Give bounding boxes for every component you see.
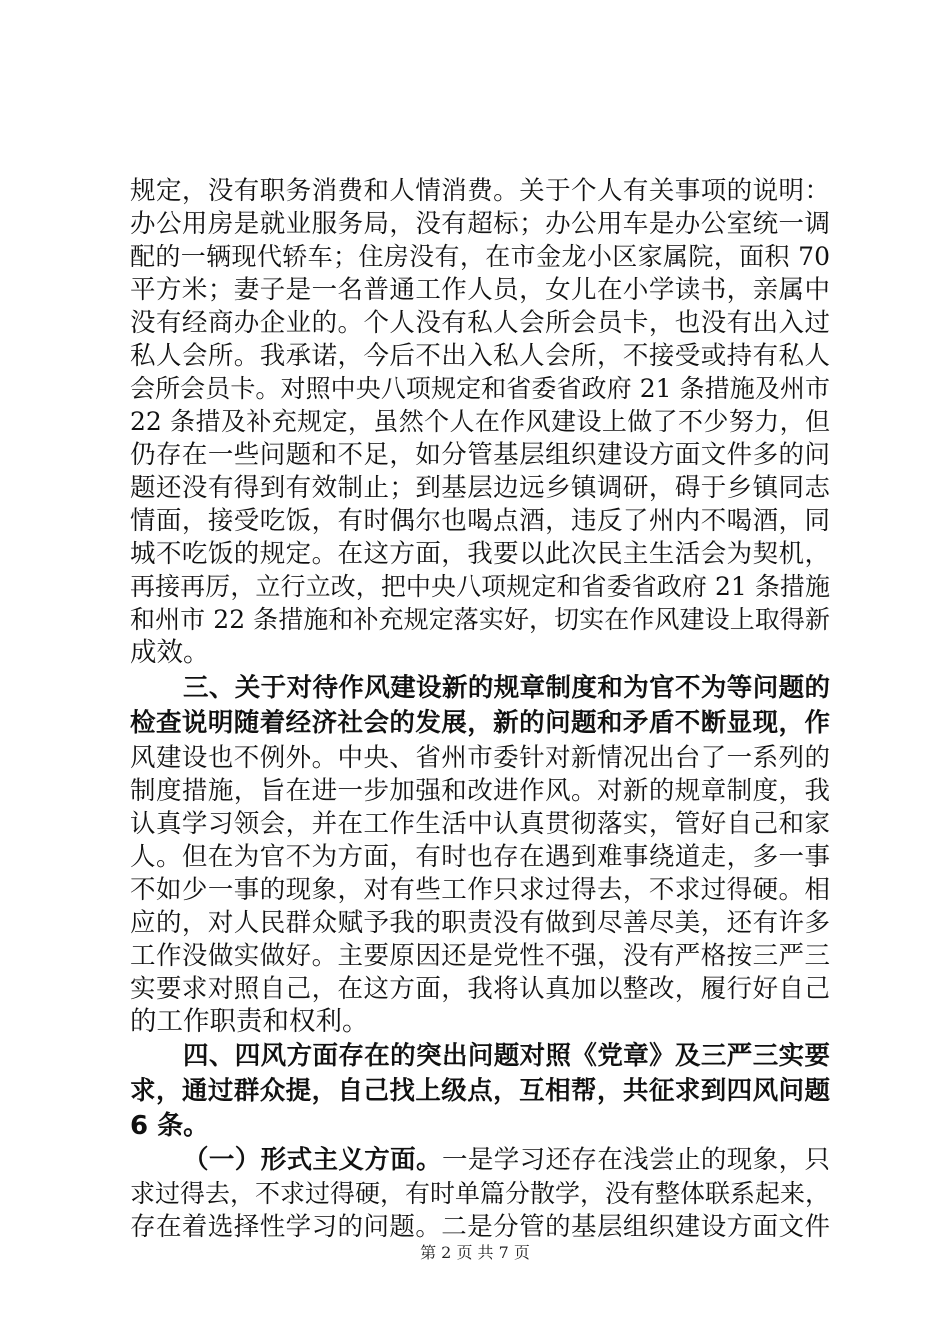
paragraph-line: 城不吃饭的规定。在这方面，我要以此次民主生活会为契机， <box>130 539 830 569</box>
section-heading-line: 四、四风方面存在的突出问题对照《党章》及三严三实要 <box>183 1041 830 1071</box>
paragraph-line: 没有经商办企业的。个人没有私人会所会员卡，也没有出入过 <box>130 308 830 338</box>
section-heading-line: 三、关于对待作风建设新的规章制度和为官不为等问题的 <box>183 673 830 703</box>
paragraph-line: 配的一辆现代轿车；住房没有，在市金龙小区家属院，面积 70 <box>130 242 830 271</box>
paragraph-line: 规定，没有职务消费和人情消费。关于个人有关事项的说明： <box>130 176 830 206</box>
paragraph-line: 制度措施，旨在进一步加强和改进作风。对新的规章制度，我 <box>130 776 830 806</box>
paragraph-line: 存在着选择性学习的问题。二是分管的基层组织建设方面文件 <box>130 1212 830 1242</box>
paragraph-line: 仍存在一些问题和不足，如分管基层组织建设方面文件多的问 <box>130 440 830 470</box>
paragraph-line: 情面，接受吃饭，有时偶尔也喝点酒，违反了州内不喝酒，同 <box>130 506 830 536</box>
paragraph-line: 和州市 22 条措施和补充规定落实好，切实在作风建设上取得新 <box>130 605 830 634</box>
paragraph-line: 求过得去，不求过得硬，有时单篇分散学，没有整体联系起来， <box>130 1179 831 1208</box>
paragraph-line: 平方米；妻子是一名普通工作人员，女儿在小学读书，亲属中 <box>130 275 830 305</box>
paragraph-line: 人。但在为官不为方面，有时也存在遇到难事绕道走，多一事 <box>130 842 830 872</box>
paragraph-line: 实要求对照自己，在这方面，我将认真加以整改，履行好自己 <box>130 974 830 1004</box>
section-heading-line: 检查说明随着经济社会的发展，新的问题和矛盾不断显现，作 <box>130 708 830 738</box>
paragraph-line: 题还没有得到有效制止；到基层边远乡镇调研，碍于乡镇同志 <box>130 473 830 503</box>
paragraph-line: 会所会员卡。对照中央八项规定和省委省政府 21 条措施及州市 <box>130 374 830 403</box>
subsection-heading: （一）形式主义方面。 <box>183 1145 442 1175</box>
paragraph-line: 再接再厉，立行立改，把中央八项规定和省委省政府 21 条措施 <box>130 572 830 601</box>
page-footer: 第 2 页 共 7 页 <box>420 1243 530 1262</box>
paragraph-line: 私人会所。我承诺，今后不出入私人会所，不接受或持有私人 <box>130 341 830 371</box>
paragraph-line: 不如少一事的现象，对有些工作只求过得去，不求过得硬。相 <box>130 875 830 905</box>
section-heading-line: 6 条。 <box>130 1111 210 1141</box>
subsection-text: 一是学习还存在浅尝止的现象，只 <box>441 1145 830 1175</box>
paragraph-line: 认真学习领会，并在工作生活中认真贯彻落实，管好自己和家 <box>130 809 830 839</box>
paragraph-line: 的工作职责和权利。 <box>130 1006 369 1037</box>
section-heading-line: 求，通过群众提，自己找上级点，互相帮，共征求到四风问题 <box>130 1076 830 1106</box>
paragraph-line: 办公用房是就业服务局，没有超标；办公用车是办公室统一调 <box>130 209 830 239</box>
paragraph-line: 风建设也不例外。中央、省州市委针对新情况出台了一系列的 <box>130 743 830 773</box>
subsection-first-line <box>183 1144 830 1176</box>
paragraph-line: 工作没做实做好。主要原因还是党性不强，没有严格按三严三 <box>130 941 830 971</box>
paragraph-line: 成效。 <box>130 637 210 668</box>
paragraph-line: 应的，对人民群众赋予我的职责没有做到尽善尽美，还有许多 <box>130 908 830 938</box>
paragraph-line: 22 条措及补充规定，虽然个人在作风建设上做了不少努力，但 <box>130 407 830 436</box>
